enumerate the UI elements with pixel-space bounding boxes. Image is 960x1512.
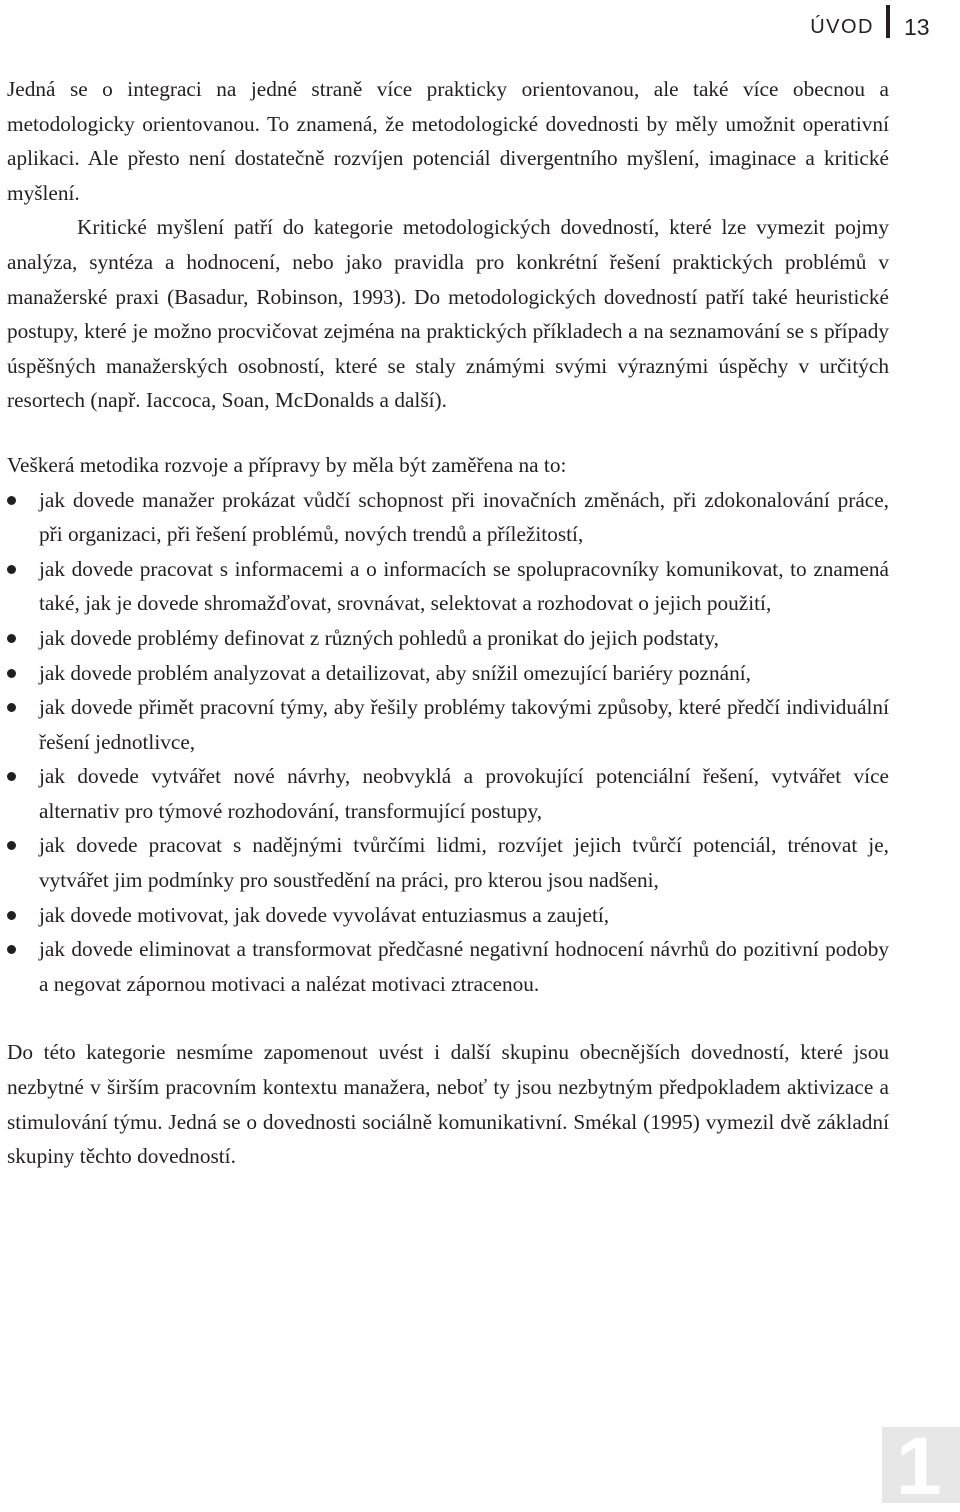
skills-bullet-list [7, 483, 889, 1002]
list-item-text: jak dovede problém analyzovat a detailizovat, aby snížil omezující bariéry poznání, [39, 660, 751, 685]
list-item-text: jak dovede motivovat, jak dovede vyvolávat entuziasmus a zaujetí, [39, 902, 610, 927]
bullet-icon [7, 703, 16, 712]
list-item-text: jak dovede vytvářet nové návrhy, neobvyklá a provokující potenciální řešení, vytvářet více alternativ pro týmové rozhodování, transformující postupy, [39, 764, 889, 823]
bullet-icon [7, 634, 16, 643]
chapter-tab [882, 1421, 960, 1512]
list-item [7, 656, 889, 691]
chapter-number: 1 [896, 1421, 942, 1512]
list-item [7, 828, 889, 897]
bullet-icon [7, 772, 16, 781]
list-item-text: jak dovede přimět pracovní týmy, aby řešily problémy takovými způsoby, které předčí individuální řešení jednotlivce, [39, 695, 889, 754]
list-item-text: jak dovede pracovat s informacemi a o informacích se spolupracovníky komunikovat, to znamená také, jak je dovede shromažďovat, srovnávat, selektovat a rozhodovat o jejich použití, [39, 556, 889, 616]
paragraph-intro: Jedná se o integraci na jedné straně více prakticky orientovanou, ale také více obecnou a metodologicky orientovanou. To znamená, že metodologické dovednosti by měly umožnit operativní aplikaci. Ale přesto není dostatečně rozvíjen potenciál divergentního myšlení, imaginace a kritické myšlení. [7, 77, 889, 205]
page-body [7, 72, 889, 1174]
page-number: 13 [904, 14, 930, 40]
list-item [7, 483, 889, 552]
page-header [0, 0, 960, 50]
list-item-text: jak dovede eliminovat a transformovat předčasné negativní hodnocení návrhů do pozitivní podoby a negovat zápornou motivaci a nalézat motivaci ztracenou. [39, 937, 889, 996]
list-item [7, 932, 889, 1001]
bullet-icon [7, 945, 16, 954]
header-divider [886, 5, 890, 38]
list-item [7, 898, 889, 933]
list-item-text: jak dovede manažer prokázat vůdčí schopnost při inovačních změnách, při zdokonalování práce, při organizaci, při řešení problémů, nových trendů a příležitostí, [39, 487, 889, 547]
list-item-text: jak dovede problémy definovat z různých pohledů a pronikat do jejich podstaty, [39, 625, 719, 650]
bullet-icon [7, 496, 16, 505]
list-item [7, 759, 889, 828]
bullet-icon [7, 565, 16, 574]
bullet-icon [7, 841, 16, 850]
section-title: ÚVOD [810, 16, 874, 38]
paragraph-critical-thinking: Kritické myšlení patří do kategorie metodologických dovedností, které lze vymezit pojmy analýza, syntéza a hodnocení, nebo jako pravidla pro konkrétní řešení praktických problémů v manažerské praxi (Basadur, Robinson, 1993). Do metodologických dovedností patří také heuristické postupy, které je možno procvičovat zejména na praktických příkladech a na seznamování se s případy úspěšných manažerských osobností, které se staly známými svými výraznými úspěchy v určitých resortech (např. Iaccoca, Soan, McDonalds a další). [7, 215, 889, 413]
list-item [7, 621, 889, 656]
list-item [7, 690, 889, 759]
paragraph-methodology-lead: Veškerá metodika rozvoje a přípravy by měla být zaměřena na to: [7, 452, 567, 477]
list-item-text: jak dovede pracovat s nadějnými tvůrčími lidmi, rozvíjet jejich tvůrčí potenciál, trénovat je, vytvářet jim podmínky pro soustředění na práci, pro kterou jsou nadšeni, [39, 833, 889, 893]
list-item [7, 552, 889, 621]
bullet-icon [7, 911, 16, 920]
paragraph-social-skills: Do této kategorie nesmíme zapomenout uvést i další skupinu obecnějších dovedností, které jsou nezbytné v širším pracovním kontextu manažera, neboť ty jsou nezbytným předpokladem aktivizace a stimulování týmu. Jedná se o dovednosti sociálně komunikativní. Smékal (1995) vymezil dvě základní skupiny těchto dovedností. [7, 1040, 889, 1169]
bullet-icon [7, 669, 16, 678]
